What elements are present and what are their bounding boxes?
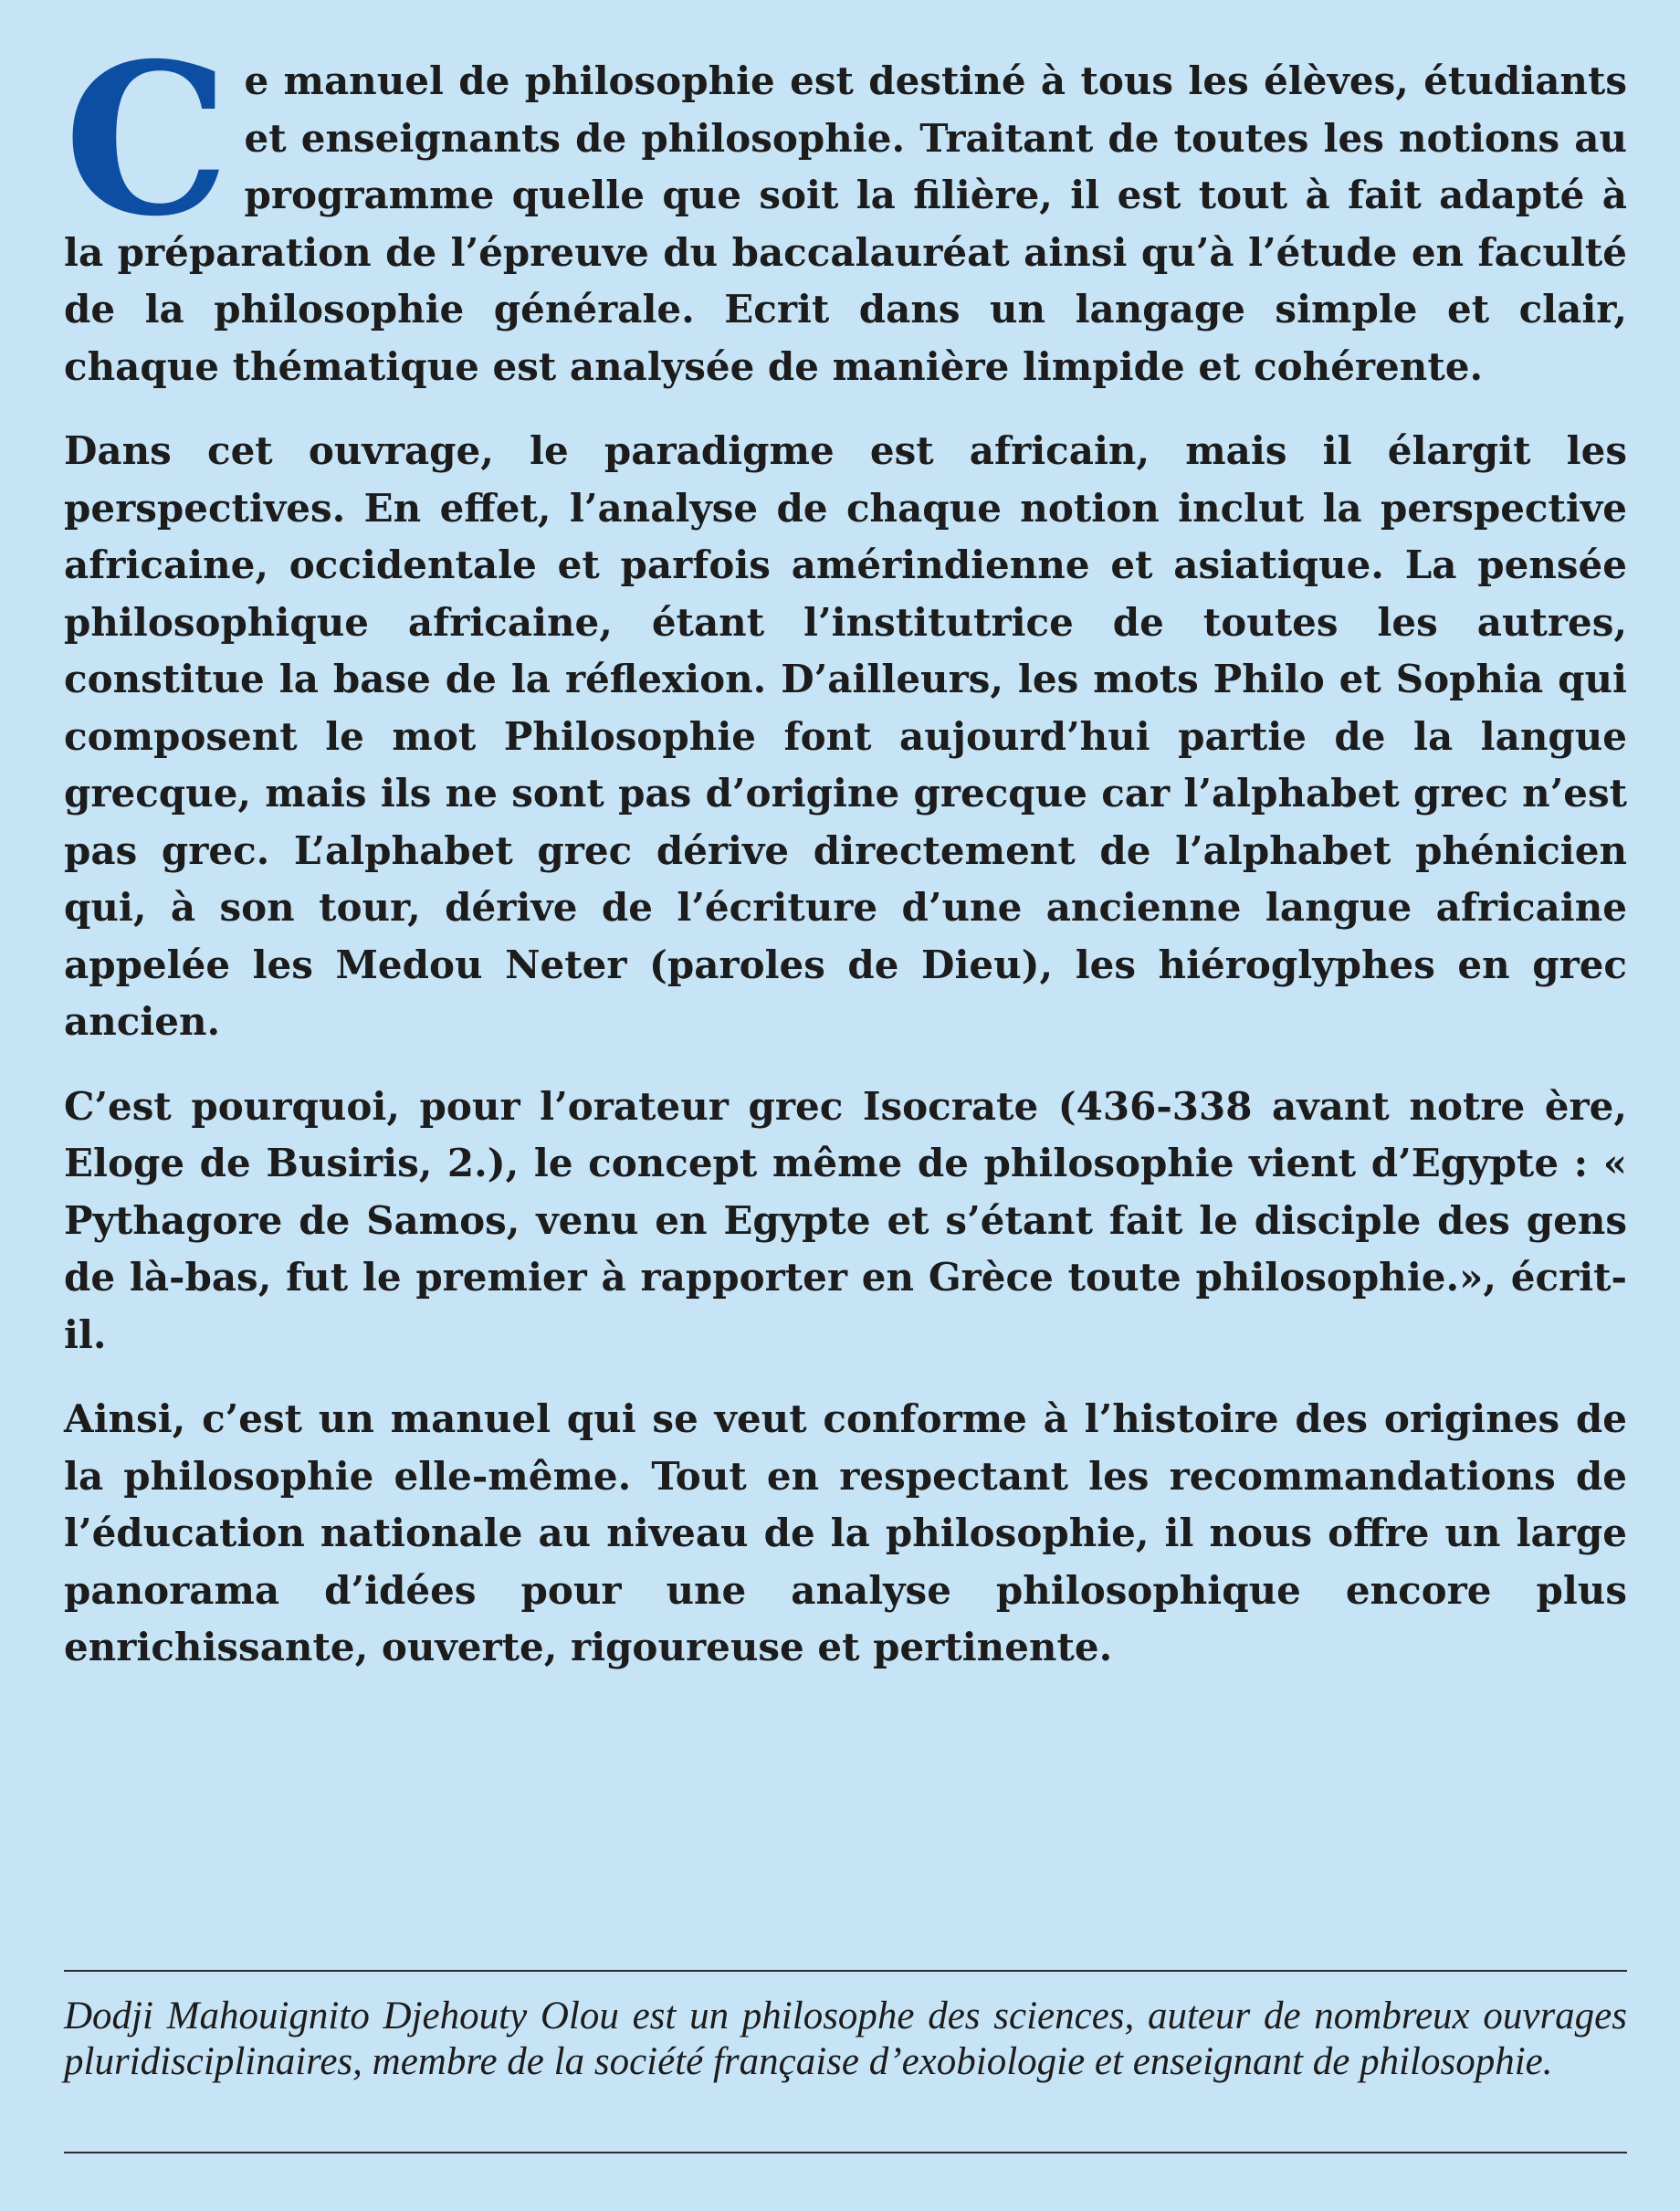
paragraph-3: C’est pourquoi, pour l’orateur grec Isocrate (436-338 avant notre ère, Eloge de Busiris, 2.), le concept même de philosophie vient d’Egypte : « Pythagore de Samos, venu en Egypte et s’étant fait le disciple des gens de là-bas, fut le premier à rapporter en Grèce toute philosophie.», écrit-il. xyxy=(64,1083,1627,1357)
cover-text-block xyxy=(64,17,1627,1704)
paragraph-1 xyxy=(64,17,1627,395)
drop-cap-letter: C xyxy=(64,17,230,262)
paragraph-4: Ainsi, c’est un manuel qui se veut conforme à l’histoire des origines de la philosophie elle-même. Tout en respectant les recommandations de l’éducation nationale au niveau de la philosophie, il nous offre un large panorama d’idées pour une analyse philosophique encore plus enrichissante, ouverte, rigoureuse et pertinente. xyxy=(64,1396,1627,1669)
divider-top xyxy=(64,1970,1627,1972)
paragraph-2: Dans cet ouvrage, le paradigme est africain, mais il élargit les perspectives. En effet, l’analyse de chaque notion inclut la perspective africaine, occidentale et parfois amérindienne et asiatique. La pensée philosophique africaine, étant l’institutrice de toutes les autres, constitue la base de la réflexion. D’ailleurs, les mots Philo et Sophia qui composent le mot Philosophie font aujourd’hui partie de la langue grecque, mais ils ne sont pas d’origine grecque car l’alphabet grec n’est pas grec. L’alphabet grec dérive directement de l’alphabet phénicien qui, à son tour, dérive de l’écriture d’une ancienne langue africaine appelée les Medou Neter (paroles de Dieu), les hiéroglyphes en grec ancien. xyxy=(64,428,1627,1044)
paragraph-1-text: e manuel de philosophie est destiné à tous les élèves, étudiants et enseignants de philosophie. Traitant de toutes les notions au programme quelle que soit la filière, il est tout à fait adapté à la préparation de l’épreuve du baccalauréat ainsi qu’à l’étude en faculté de la philosophie générale. Ecrit dans un langage simple et clair, chaque thématique est analysée de manière limpide et cohérente. xyxy=(64,58,1627,389)
author-bio: Dodji Mahouignito Djehouty Olou est un philosophe des sciences, auteur de nombreux ouvrages pluridisciplinaires, membre de la société française d’exobiologie et enseignant de philosophie. xyxy=(64,1995,1627,2083)
divider-bottom xyxy=(64,2152,1627,2153)
